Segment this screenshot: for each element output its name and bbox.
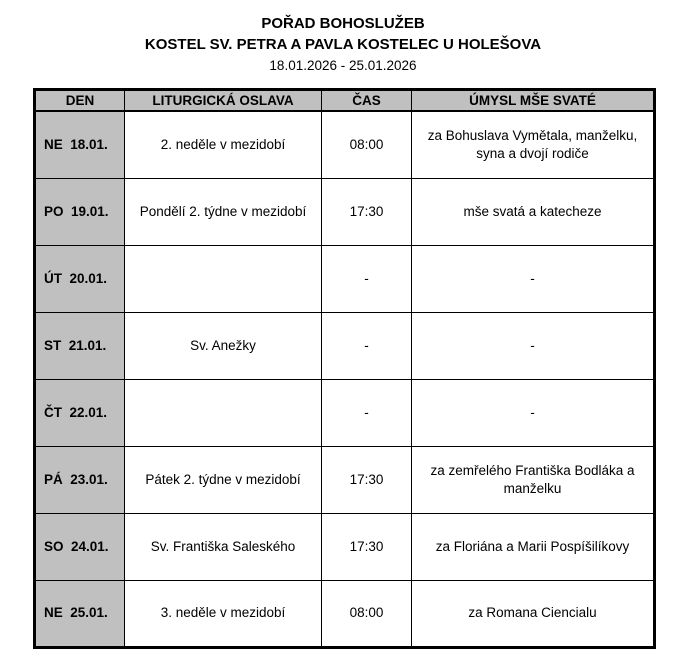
oslava-cell: 2. neděle v mezidobí (125, 111, 322, 178)
cas-cell: 17:30 (322, 513, 412, 580)
cas-cell: - (322, 312, 412, 379)
umysl-cell: za Floriána a Marii Pospíšilíkovy (412, 513, 655, 580)
table-row (35, 178, 655, 245)
umysl-cell: - (412, 245, 655, 312)
column-header-cas: ČAS (322, 89, 412, 111)
oslava-cell (125, 379, 322, 446)
cas-cell: 17:30 (322, 446, 412, 513)
column-header-den: DEN (35, 89, 125, 111)
den-cell: ÚT 20.01. (35, 245, 125, 312)
umysl-cell: za Romana Ciencialu (412, 580, 655, 647)
table-row (35, 446, 655, 513)
cas-cell: 08:00 (322, 111, 412, 178)
oslava-cell: Pondělí 2. týdne v mezidobí (125, 178, 322, 245)
den-cell: NE 25.01. (35, 580, 125, 647)
umysl-cell: za Bohuslava Vymětala, manželku, syna a dvojí rodiče (412, 111, 655, 178)
schedule-table (33, 88, 656, 649)
den-cell: NE 18.01. (35, 111, 125, 178)
umysl-cell: - (412, 312, 655, 379)
oslava-cell (125, 245, 322, 312)
cas-cell: - (322, 245, 412, 312)
oslava-cell: Sv. Anežky (125, 312, 322, 379)
den-cell: ST 21.01. (35, 312, 125, 379)
table-header-row (35, 89, 655, 111)
document-header (0, 0, 686, 76)
table-row (35, 111, 655, 178)
table-row (35, 580, 655, 647)
den-cell: ČT 22.01. (35, 379, 125, 446)
table-row (35, 513, 655, 580)
table-row (35, 245, 655, 312)
table-row (35, 312, 655, 379)
page-title: POŘAD BOHOSLUŽEB (261, 15, 425, 32)
den-cell: SO 24.01. (35, 513, 125, 580)
oslava-cell: Pátek 2. týdne v mezidobí (125, 446, 322, 513)
column-header-umysl: ÚMYSL MŠE SVATÉ (412, 89, 655, 111)
den-cell: PÁ 23.01. (35, 446, 125, 513)
umysl-cell: za zemřelého Františka Bodláka a manželku (412, 446, 655, 513)
date-range: 18.01.2026 - 25.01.2026 (269, 58, 417, 73)
cas-cell: 08:00 (322, 580, 412, 647)
table-row (35, 379, 655, 446)
umysl-cell: - (412, 379, 655, 446)
column-header-oslava: LITURGICKÁ OSLAVA (125, 89, 322, 111)
oslava-cell: 3. neděle v mezidobí (125, 580, 322, 647)
cas-cell: 17:30 (322, 178, 412, 245)
umysl-cell: mše svatá a katecheze (412, 178, 655, 245)
den-cell: PO 19.01. (35, 178, 125, 245)
oslava-cell: Sv. Františka Saleského (125, 513, 322, 580)
cas-cell: - (322, 379, 412, 446)
page-subtitle: KOSTEL SV. PETRA A PAVLA KOSTELEC U HOLEŠOVA (144, 36, 542, 53)
